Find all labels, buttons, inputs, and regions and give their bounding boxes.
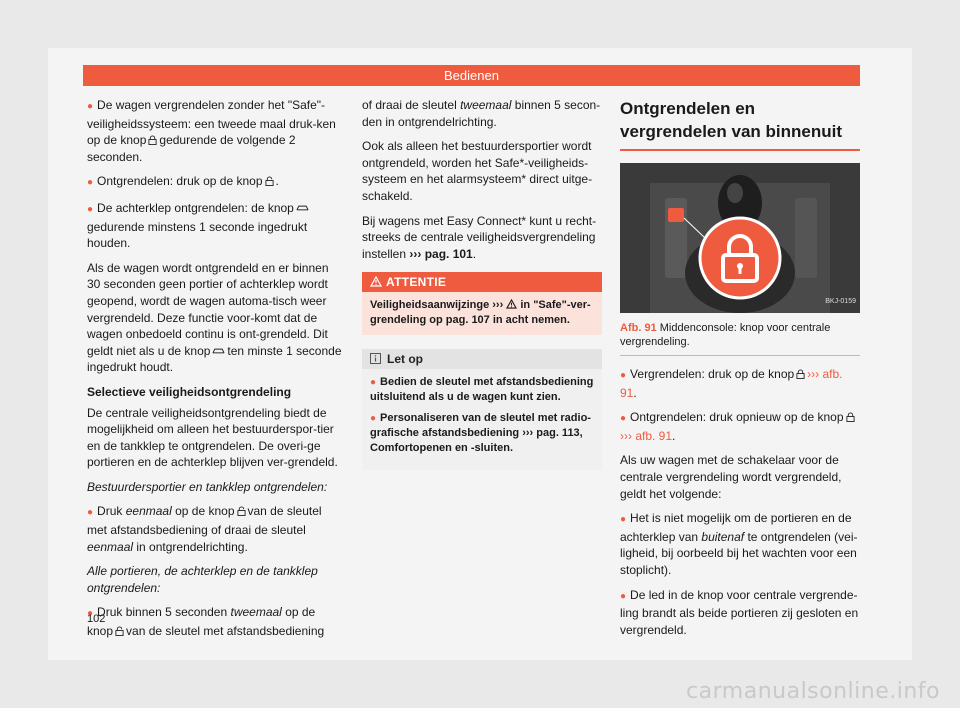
warning-header: ATTENTIE [362,272,602,292]
unlock-icon [237,506,246,516]
column-2 [362,97,602,470]
subheading-selective-unlock: Selectieve veiligheidsontgrendeling [87,384,292,399]
warning-box [362,272,602,335]
figure-ref-link[interactable]: ››› afb. 91 [620,367,843,400]
tailgate-icon [296,204,309,212]
tailgate-icon [212,347,225,355]
page-ref-link[interactable]: ››› pag. 101 [409,246,473,261]
bullet-lock-inside: ● Vergrendelen: druk op de knop ››› afb. 91. [620,366,860,401]
paragraph-safe-disabled: Ook als alleen het bestuurdersportier wordt ontgrendeld, worden het Safe*-veiligheids-systeem en het alarmsysteem* direct uitge-schakeld. [362,139,593,203]
figure-ref-link[interactable]: ››› afb. 91 [620,428,673,443]
bullet-lock-without-safe: ● De wagen vergrendelen zonder het "Safe"-veiligheidssysteem: een tweede maal druk-ken op de knop gedurende de volgende 2 seconden. [87,97,342,165]
figure-center-console [620,163,860,313]
instruction-driver-door: Bestuurdersportier en tankklep ontgrendelen: [87,479,328,494]
paragraph-selective-unlock: De centrale veiligheidsontgrendeling biedt de mogelijkheid om alleen het bestuurderspor-tier en de tankklep te ontgrendelen. De overi-ge portieren en de achterklep blijven ver-grendeld. [87,405,338,470]
column-1 [87,97,342,648]
note-item: ● Bedien de sleutel met afstandsbediening uitsluitend als u de wagen kunt zien. [370,375,594,405]
center-console-illustration [620,163,860,313]
paragraph-central-lock: Als uw wagen met de schakelaar voor de centrale vergrendeling wordt vergrendeld, geldt het volgende: [620,453,842,501]
figure-caption: Afb. 91 Middenconsole: knop voor centrale vergrendeling. [620,321,860,356]
note-item: ● Personaliseren van de sleutel met radio-grafische afstandsbediening ››› pag. 113, Comfortopenen en -sluiten. [370,411,594,456]
unlock-icon [115,626,124,636]
bullet-tailgate: ● De achterklep ontgrendelen: de knopgedurende minstens 1 seconde ingedrukt houden. [87,200,342,252]
section-header: Bedienen [83,65,860,86]
instruction-all-doors: Alle portieren, de achterklep en de tankklep ontgrendelen: [87,564,318,595]
paragraph-auto-relock: Als de wagen wordt ontgrendeld en er binnen 30 seconden geen portier of achterklep wordt geopend, wordt de wagen automa-tisch weer vergrendeld. Deze functie voor-komt dat de wagen onbedoeld continu is ont-grendeld. Dit geldt niet als u de knop ten minste 1 seconde ingedrukt houdt. [87,260,342,375]
note-header: Let op [362,349,602,369]
lock-icon [846,412,855,422]
note-body [362,369,602,470]
figure-code: BKJ-0159 [825,298,856,306]
title-rule [620,149,860,151]
column-3 [620,97,860,646]
warning-icon [370,276,382,287]
paragraph-turn-key: of draai de sleutel tweemaal binnen 5 secon-den in ontgrendelrichting. [362,98,601,129]
note-box [362,349,602,470]
bullet-press-twice: ● Druk binnen 5 seconden tweemaal op de knop van de sleutel met afstandsbediening [87,604,342,639]
bullet-press-once: ● Druk eenmaal op de knop van de sleutel met afstandsbediening of draai de sleutel eenmaal in ontgrendelrichting. [87,503,342,555]
paragraph-easy-connect: Bij wagens met Easy Connect* kunt u recht-streeks de centrale veiligheidsvergrendeling instellen ››› pag. 101. [362,213,597,261]
warning-body: Veiligheidsaanwijzinge ››› in "Safe"-ver-grendeling op pag. 107 in acht nemen. [362,292,602,335]
unlock-icon [265,176,274,186]
info-icon [370,353,381,364]
bullet-unlock: ● Ontgrendelen: druk op de knop . [87,173,342,192]
warning-icon [506,299,517,309]
lock-icon [148,135,157,145]
bullet-no-outside-open: ● Het is niet mogelijk om de portieren en de achterklep van buitenaf te ontgrendelen (vei-ligheid, bij oorbeeld bij het wachten voor een stoplicht). [620,510,860,578]
bullet-led: ● De led in de knop voor centrale vergrende-ling brandt als beide portieren zij gesloten en vergrendeld. [620,587,860,639]
lock-icon [796,369,805,379]
page-number: 102 [87,613,106,625]
watermark: carmanualsonline.info [686,679,940,704]
bullet-unlock-inside: ● Ontgrendelen: druk opnieuw op de knop ››› afb. 91. [620,409,860,444]
section-title: Ontgrendelen en vergrendelen van binnenuit [620,99,842,141]
